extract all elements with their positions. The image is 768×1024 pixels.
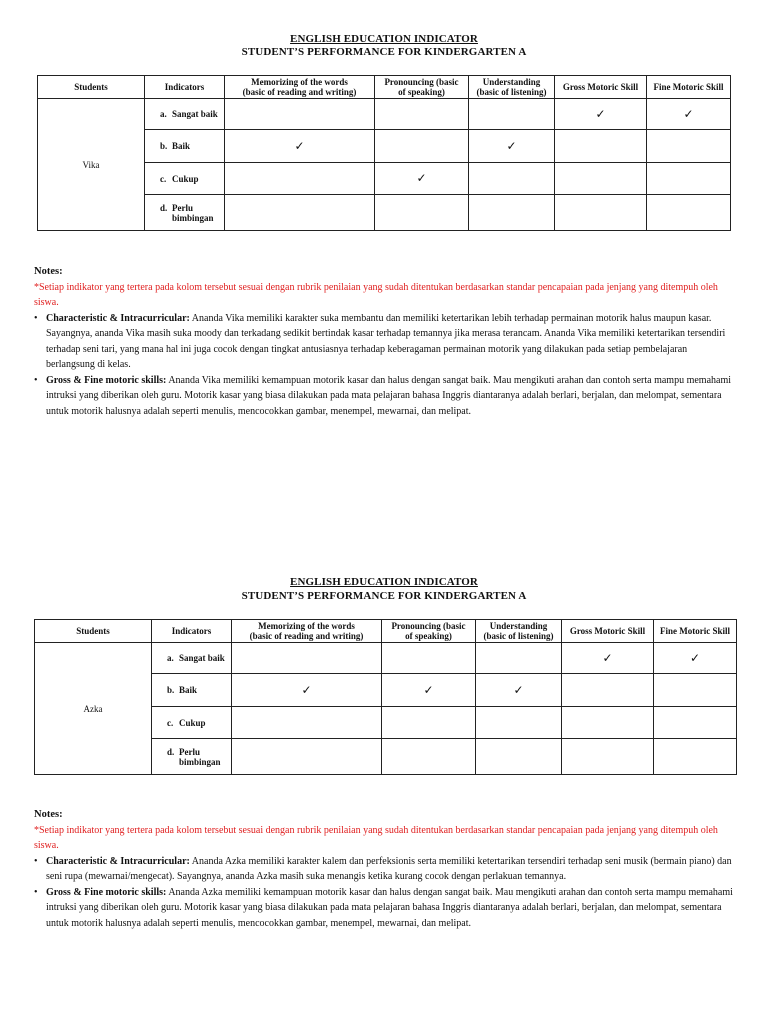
indicator-letter: c. [167, 717, 174, 728]
mark-cell [476, 643, 562, 674]
mark-cell [654, 739, 737, 775]
column-header-line: (basic of listening) [483, 631, 554, 641]
mark-cell [654, 707, 737, 739]
column-header-line: (basic of listening) [476, 87, 547, 97]
check-icon: ✓ [294, 138, 305, 153]
mark-cell [382, 707, 476, 739]
note-text: Ananda Vika memiliki kemampuan motorik kasar dan halus dengan sangat baik. Mau mengikuti arahan dan contoh serta mampu memahami intruksi yang diberikan oleh guru. Motorik kasar yang biasa dilakukan pada mata pelajaran bahasa Inggris diantaranya adalah berlari, berjalan, dan melompat, sementara untuk motorik halusnya adalah seperti menulis, mencocokkan gambar, menempel, mewarnai, dan melipat. [46, 374, 731, 417]
column-header [654, 620, 737, 643]
indicator-label: Sangat baik [172, 109, 218, 119]
column-header-line: Pronouncing (basic [384, 77, 459, 87]
table-row [35, 643, 737, 674]
indicator-letter: b. [160, 141, 168, 151]
column-header-line: Gross Motoric Skill [562, 82, 639, 92]
column-header [476, 620, 562, 643]
bullet-icon: • [34, 886, 38, 898]
column-header-line: of speaking) [398, 87, 445, 97]
indicator-letter: c. [160, 173, 167, 184]
report-title: ENGLISH EDUCATION INDICATOR [290, 576, 478, 588]
indicator-label: Sangat baik [179, 653, 225, 663]
indicator-letter: d. [160, 202, 168, 213]
indicator-level [152, 739, 232, 775]
indicator-label: Baik [172, 141, 191, 151]
indicator-letter: d. [167, 746, 175, 757]
mark-cell [476, 707, 562, 739]
note-label: Gross & Fine motoric skills: [46, 886, 167, 898]
indicator-letter: b. [167, 685, 175, 695]
column-header-line: Understanding [489, 621, 548, 631]
indicator-label: bimbingan [179, 756, 221, 767]
indicator-label: Perlu [172, 202, 193, 213]
note-label: Gross & Fine motoric skills: [46, 374, 167, 386]
notes-list [34, 854, 734, 932]
column-header-line: of speaking) [405, 631, 452, 641]
check-icon: ✓ [513, 682, 524, 697]
check-icon: ✓ [423, 682, 434, 697]
column-header [562, 620, 654, 643]
check-icon: ✓ [301, 682, 312, 697]
column-header [35, 620, 152, 643]
report-subtitle: STUDENT’S PERFORMANCE FOR KINDERGARTEN A [241, 590, 527, 602]
report-title: ENGLISH EDUCATION INDICATOR [290, 33, 478, 45]
list-item [34, 885, 734, 932]
mark-cell [232, 739, 382, 775]
column-header [232, 620, 382, 643]
mark-cell [654, 674, 737, 707]
mark-cell [476, 674, 562, 707]
column-header-line: Gross Motoric Skill [569, 626, 646, 636]
column-header-line: (basic of reading and writing) [242, 87, 357, 97]
student-name: Vika [38, 99, 145, 231]
note-label: Characteristic & Intracurricular: [46, 312, 190, 324]
note-label: Characteristic & Intracurricular: [46, 855, 190, 867]
indicator-label: Perlu [179, 746, 200, 757]
column-header-line: Students [76, 626, 110, 636]
column-header-line: Students [74, 82, 108, 92]
column-header-line: Fine Motoric Skill [660, 626, 730, 636]
notes-heading: Notes: [34, 266, 63, 277]
column-header-line: Pronouncing (basic [391, 621, 466, 631]
check-icon: ✓ [595, 106, 606, 121]
column-header-line: Indicators [164, 82, 205, 92]
mark-cell [232, 674, 382, 707]
column-header-line: (basic of reading and writing) [249, 631, 364, 641]
mark-cell [562, 674, 654, 707]
note-text: Ananda Azka memiliki kemampuan motorik kasar dan halus dengan sangat baik. Mau mengikuti arahan dan contoh serta mampu memahami intruksi yang diberikan oleh guru. Motorik kasar yang biasa dilakukan pada mata pelajaran bahasa Inggris diantaranya adalah berlari, berjalan, dan melompat, sementara untuk motorik halusnya adalah seperti menulis, mencocokkan gambar, menempel, mewarnai, dan melipat. [46, 886, 733, 929]
note-text: Ananda Vika memiliki karakter suka membantu dan memiliki ketertarikan lebih terhadap permainan motorik halus maupun kasar. Sayangnya, ananda Vika masih suka moody dan terkadang sedikit bertindak kasar terhadap temannya jika merasa terancam. Ananda Vika memiliki ketertarikan tersendiri terhadap seni tari, yang mana hal ini juga cocok dengan tingkat antusiasnya terhadap keberagaman permainan motorik yang dilakukan pada setiap pembelajaran berlangsung di kelas. [46, 312, 726, 370]
mark-cell [382, 643, 476, 674]
indicator-letter: a. [167, 653, 174, 663]
list-item [34, 854, 734, 885]
indicator-label: Cukup [172, 173, 199, 184]
mark-cell [382, 739, 476, 775]
notes-block [34, 807, 734, 931]
indicator-letter: a. [160, 109, 167, 119]
indicator-level [152, 674, 232, 707]
mark-cell [476, 739, 562, 775]
check-icon: ✓ [689, 650, 701, 665]
indicator-label: Baik [179, 685, 198, 695]
report-subtitle: STUDENT’S PERFORMANCE FOR KINDERGARTEN A [241, 46, 527, 58]
mark-cell [232, 643, 382, 674]
check-icon: ✓ [506, 138, 517, 153]
notes-disclaimer: *Setiap indikator yang tertera pada kolom tersebut sesuai dengan rubrik penilaian yang sudah ditentukan berdasarkan standar pencapaian pada jenjang yang ditempuh oleh siswa. [34, 281, 718, 308]
check-icon: ✓ [683, 106, 694, 121]
indicator-level [152, 707, 232, 739]
indicator-level [152, 643, 232, 674]
mark-cell [232, 707, 382, 739]
indicator-label: bimbingan [172, 212, 214, 223]
mark-cell [562, 707, 654, 739]
column-header-line: Indicators [171, 626, 212, 636]
mark-cell [562, 643, 654, 674]
check-icon: ✓ [602, 650, 613, 665]
performance-table [34, 619, 737, 775]
mark-cell [382, 674, 476, 707]
student-name: Azka [35, 643, 152, 775]
column-header-line: Memorizing of the words [251, 77, 348, 87]
bullet-icon: • [34, 312, 38, 324]
bullet-icon: • [34, 855, 38, 867]
column-header-line: Fine Motoric Skill [653, 82, 724, 92]
note-text: Ananda Azka memiliki karakter kalem dan perfeksionis serta memiliki ketertarikan tersendiri terhadap seni musik (bermain piano) dan seni rupa (mewarnai/mengecat). Sayangnya, ananda Azka masih suka menangis ketika kurang cocok dengan perlakuan temannya. [46, 855, 732, 882]
column-header [382, 620, 476, 643]
column-header [152, 620, 232, 643]
notes-disclaimer: *Setiap indikator yang tertera pada kolom tersebut sesuai dengan rubrik penilaian yang sudah ditentukan berdasarkan standar pencapaian pada jenjang yang ditempuh oleh siswa. [34, 824, 718, 851]
column-header-line: Understanding [482, 77, 541, 87]
bullet-icon: • [34, 374, 38, 386]
check-icon: ✓ [416, 171, 427, 185]
indicator-label: Cukup [179, 717, 206, 728]
column-header-line: Memorizing of the words [258, 621, 355, 631]
notes-heading: Notes: [34, 809, 63, 820]
mark-cell [654, 643, 737, 674]
mark-cell [562, 739, 654, 775]
